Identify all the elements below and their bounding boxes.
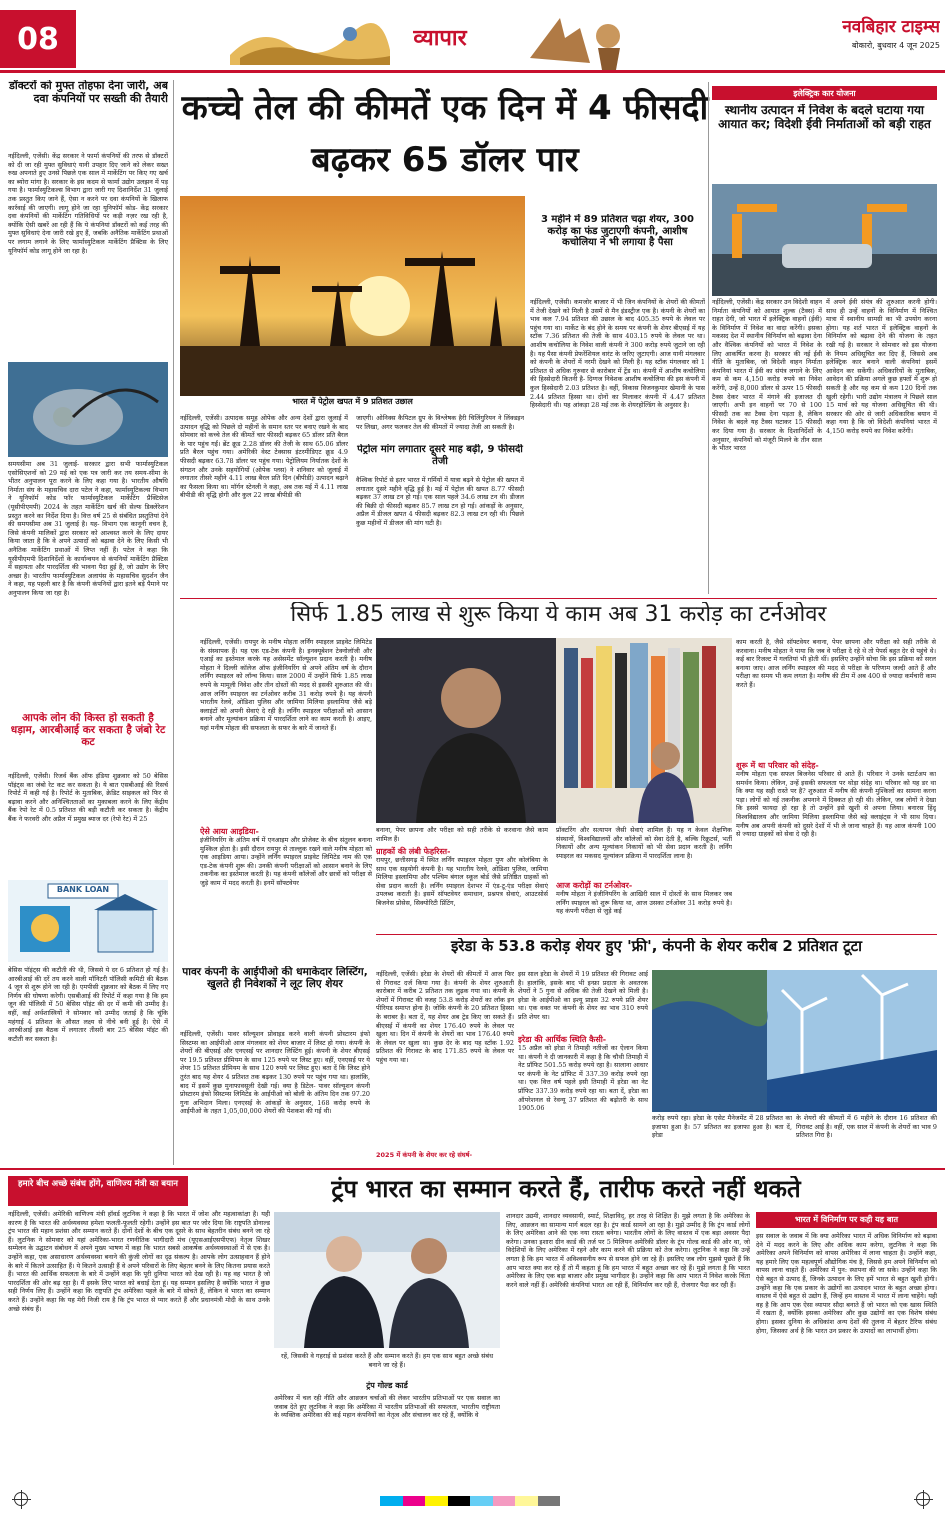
power-body: नईदिल्ली, एजेंसी। पावर सॉल्यूशन प्रोवाइड करने वाली कंपनी प्रोस्टारम इंफो सिस्टम्स का आईपीओ आज मंगलवार को शेयर बाजार में लिस्ट हो गया। कंपनी के शेयरों की बीएसई और एनएसई पर शानदार लिस्टिंग हुई। कंपनी के शेयर बीएसई पर 19.5 प्रतिशत प्रीमियम के साथ 125 रुपये पर लिस्ट हुए। वहीं, एनएसई पर ये शेयर 15 प्रतिशत प्रीमियम के साथ 120 रुपये पर लिस्ट हुए। बता दें कि लिस्ट होने तुरंत बाद यह शेयर 4 प्रतिशत तक बढ़कर 130 रुपये पर पहुंच गया था। हालांकि, बाद में इसमें कुछ मुनाफावसूली देखी गई। क्या है डिटेल- पावर सॉल्यूशन कंपनी प्रोस्टारम इंफो सिस्टम्स लिमिटेड के आईपीओ को बोली के अंतिम दिन तक 97.20 गुना अभिदान मिला। एनएसई के आंकड़ों के अनुसार, 168 करोड़ रुपये के आईपीओ के तहत 1,05,00,000 शेयरों की पेशकश की गई थी। <box>180 1030 370 1116</box>
oil-photo-caption: भारत में पेट्रोल खपत में 9 प्रतिशत उछाल <box>180 396 525 410</box>
startup-body-8: मनीष मोहता एक सफल बिजनेस परिवार से आते हैं। परिवार ने उनके स्टार्टअप का समर्थन किया। लेकिन, उन्हें इसकी सफलता पर थोड़ा संदेह था। परिवार को यह डर था कि क्या यह सही रास्ते पर है? शुरुआत में मनीष की कंपनी मुश्किलों का सामना करना पड़ा। लोगों को नई तकनीक अपनाने में दिक्कत हो रही थी। लेकिन, जब लोगों ने देखा कि इससे फायदा हो रहा है तो उन्होंने इसे खुशी से अपना लिया। बनारस हिंदू विश्वविद्यालय और जामिया मिलिया इस्लामिया जैसे बड़े क्लाइंट्स ने भी साथ दिया। मनीष अब अपनी कंपनी को दुसरे देशों में भी ले जाना चाहते हैं। यह आज कंपनी 100 से ज्यादा ग्राहकों को सेवा दे रही है। <box>736 770 936 839</box>
trump-kicker: हमारे बीच अच्छे संबंध होंगे, वाणिज्य मंत्री का बयान <box>8 1176 188 1206</box>
trump-body-3: शानदार उद्यमी, शानदार व्यवसायी, स्मार्ट, शिक्षाविद्, हर तरह से शिक्षित हैं। मुझे लगता है कि अमेरिका के लिए, आव्रजन का सामान्य मार्ग बदल रहा है। ट्रंप कार्ड सामने आ रहा है। मुझे उम्मीद है कि ट्रंप कार्ड लोगों के लिए अमेरिका आने की एक नया रास्ता बनेगा। भारतीय लोगों के लिए वास्तव में एक बड़ा अवसर पैदा करेगा। उनका इशारा ग्रीन कार्ड की तर्ज पर 5 मिलियन अमेरिकी डॉलर के ट्रंप गोल्ड कार्ड की ओर था, जो विदेशियों के लिए अमेरिका में रहने और काम करने की प्रक्रिया को तेज करेगा। लुटनिक ने कहा कि उन्हें लगता है कि हम भारत में अविश्वसनीय रूप से सफल होने जा रहे हैं। इसलिए जब लोग मुझसे पूछते हैं कि आप भारत क्या कर रहे हैं तो मैं कहता हूं कि हम भारत में बहुत अच्छा कर रहे हैं। मुझे लगता है कि भारत अमेरिका के लिए एक बड़ा बाजार और प्रमुख भागीदार है। उन्होंने कहा कि आप भारत में निवेश करके चिंता करने वाले नहीं हैं। अमेरिकी कंपनियां भारत आ रही हैं, विनिर्माण कर रही हैं, रोजगार पैदा कर रही हैं। <box>506 1212 750 1289</box>
lead-body-2: जाएगी। ओनिक्स कैपिटल ग्रुप के विश्लेषक हैरी चिलिंगुरियन ने लिंक्डइन पर लिखा, अगर फलकर तेल की कीमतों में ज्यादा तेजी आ सकती है। <box>356 414 524 431</box>
section-rule-trump <box>0 1168 945 1170</box>
ireda-headline: इरेडा के 53.8 करोड़ शेयर हुए 'फ्री', कंपनी के शेयर करीब 2 प्रतिशत टूटा <box>450 938 863 955</box>
section-rule-startup <box>180 598 937 599</box>
ireda-subhead-finance: इरेडा की आर्थिक स्थिति कैसी- <box>518 1035 607 1044</box>
left-body-deadline: समयसीमा अब 31 जुलाई- सरकार द्वारा सभी फार्मास्युटिकल एसोसिएशनों को 29 मई को एक पत्र जारी कर तय समय-सीमा के भीतर अनुपालन पूरा करने के लिए कहा गया है। भारतीय औषधि निर्माता संघ के महासचिव दारा पटेल ने कहा, फार्मास्युटिकल्स विभाग ने यूनिफॉर्म कोड फॉर फार्मास्युटिकल मार्केटिंग प्रैक्टिसेज (यूसीपीएमपी) 2024 के तहत मार्केटिंग खर्च की सेल्फ डिक्लेरेशन प्रस्तुत करने का निर्देश दिया है। वित्त वर्ष 25 से संबंधित प्रस्तुतियां देने की समयसीमा अब 31 जुलाई है। यह- विभाग एक कानूनी वचन है, जिसे कंपनी मालिकों द्वारा सरकार को आश्वस्त करने के लिए दायर किया जाता है कि वे अपने उत्पादों को बढ़ावा देने के लिए किसी भी अनैतिक मार्केटिंग प्रथाओं में लिप्त नहीं हैं। पटेल ने कहा कि यूसीपीएमपी दिशानिर्देशों के कार्यान्वयन से कंपनियों मार्केटिंग प्रैक्टिस में सहायता और पारदर्शिता की भावना पैदा हुई है, जो उद्योग के लिए अच्छा है। भारतीय फार्मास्युटिकल अलायंस के महासचिव सुदर्शन जैन ने कहा, यह पहली बार है कि कंपनी कंपनियों द्वारा इतने बड़े पैमाने पर अनुपालन किया जा रहा है। <box>8 460 168 597</box>
bank-loan-illustration <box>8 880 168 962</box>
startup-body-6: मनीष मोहता ने इंजीनियरिंग के आखिरी साल में दोस्तों के साथ मिलकर जब लर्निंग स्पाइरल को शुरू किया था, आज उसका टर्नओवर 31 करोड़ रुपये है। यह कंपनी परीक्षा से जुड़े कई <box>556 890 732 916</box>
dateline: बोकारो, बुधवार 4 जून 2025 <box>851 41 940 50</box>
ireda-subhead-2025: 2025 में कंपनी के शेयर कर रहे संघर्ष- <box>376 1151 473 1159</box>
startup-subhead-idea: ऐसे आया आइडिया- <box>200 827 259 836</box>
ireda-body-1: नईदिल्ली, एजेंसी। इरेडा के शेयरों की कीमतों में आज फिर से गिरावट दर्ज किया गया है। कंपनी के शेयर शुरुआती कारोबार में करीब 2 प्रतिशत तक लुढ़क गया था। कंपनी के शेयरों में गिरावट की वजह 53.8 करोड़ शेयरों का लॉक इन पीरियड समाप्त होना है। जोकि कंपनी के 20 प्रतिशत हिस्सा के बराबर है। बता दें, यह शेयर अब ट्रेड किए जा सकते हैं। बीएसई में कंपनी का शेयर 176.40 रुपये के लेवल पर खुला था। दिन में कंपनी के शेयरों का भाव 176.40 रुपये के लेवल पर खुला था। कुछ देर के बाद यह स्टॉक 1.92 प्रतिशत की गिरावट के बाद 171.85 रुपये के लेवल पर पहुंच गया था। <box>376 970 514 1064</box>
trump-body-1: नईदिल्ली, एजेंसी। अमेरिकी वाणिज्य मंत्री हॉवर्ड लुटनिक ने कहा है कि भारत में जोश और महत्वाकांक्षा है। यही कारण है कि भारत की अर्थव्यवस्था हमेशा फलती-फूलती रहेगी। उन्होंने इस बात पर जोर दिया कि राष्ट्रपति डोनाल्ड ट्रंप भारत की महान प्रशंसा और सम्मान करते हैं। दोनों देशों के बीच एक दूसरे के साथ बेहतरीन संबंध बनने जा रहे हैं। लुटनिक ने सोमवार को यहां अमेरिका-भारत रणनीतिक भागीदारी मंच (यूएसआईएसपीएफ) नेतृत्व शिखर सम्मेलन के उद्घाटन संबोधन में अपने मुख्य भाषण में कहा कि भारत सबसे आकर्षक अर्थव्यवस्थाओं में से एक है। उन्होंने कहा, एक असाधारण अर्थव्यवस्था बनाने की कुंजी लोगों का दृढ़ संकल्प है। आपके लोग उत्साहवान हैं होने के बारे में कितने उत्साहित हैं। ये कितने उत्साही हैं वे अपने परिवारों के लिए बेहतर बनने के लिए कितना प्रयास करते हैं। भारत की आर्थिक सफलता के बारे में उन्होंने कहा कि पूरी दुनिया भारत को देख रही है। यह वह भारत है जो पारदर्शिता की ओर बढ़ रहा है। मैं इसके लिए भारत को बधाई देता हूं। यह सम्मान इसलिए है क्योंकि भारत ने कुछ सही निर्णय लिए हैं। उन्होंने कहा कि राष्ट्रपति ट्रंप अमेरिका पहले के बारे में सोचते हैं, लेकिन वे भारत का सम्मान करते हैं। उन्होंने कहा कि यह मेरी निजी राय है कि ट्रंप भारत से प्यार करते हैं और प्रधानमंत्री मोदी के साथ उनके अच्छे संबंध हैं। <box>8 1210 270 1313</box>
lead-body-3: वैश्विक रिपोर्ट से इतर भारत में गर्मियों में यात्रा बढ़ने से पेट्रोल की खपत में लगातार दूसरे महीने वृद्धि हुई है। मई में पेट्रोल की खपत 8.77 फीसदी बढ़कर 37 लाख टन हो गई। एक साल पहले 34.6 लाख टन थी। डीजल की बिक्री दो फीसदी बढ़कर 85.7 लाख टन हो गई। आंकड़ों के अनुसार, अप्रैल में डीजल खपत 4 फीसदी बढ़कर 82.3 लाख टन रही थी। पिछले कुछ महीनों में डीजल की मांग घटी है। <box>356 476 524 527</box>
bank-loan-label: BANK LOAN <box>56 885 110 894</box>
masthead-ornament <box>230 20 390 65</box>
mid-body: नईदिल्ली, एजेंसी। कमजोर बाजार में भी जिन कंपनियों के शेयरों की कीमतों में तेजी देखने को मिली है उसमें से मैन इंडस्ट्रीज एक है। कंपनी के शेयरों का भाव कल 7.94 प्रतिशत की उछाल के बाद 405.35 रुपये के लेवल पर पहुंच गया था। मार्केट के बंद होने के समय पर कंपनी के शेयर बीएसई में यह स्टॉक 7.36 प्रतिशत की तेजी के साथ 403.15 रुपये के लेवल पर था। आशीष कचोलिया के निवेश वाली कंपनी ने 300 करोड़ रुपये जुटाने जा रही है। यह पैसा कंपनी प्रेफरेंशियल वारंट के जरिए जुटाएगी। आज यानी मंगलवार को कंपनी के शेयरों में नरमी देखने को मिली है। यह स्टॉक मंगलवार को 1 प्रतिशत से अधिक गुरुवार से कारोबार में ट्रेंड था। कंपनी में आशीष कचोलिया की हिस्सेदारी कितनी है- दिग्गज निवेशक आशीष कचोलिया की इस कंपनी में कुल हिस्सेदारी 2.03 प्रतिशत है। वहीं, विकास विजनकुमार खेमानी के पास 2.44 प्रतिशत हिस्सा था। दोनों का मिलाकर कंपनी में 4.47 प्रतिशत हिस्सेदारी थी। यह आंकड़ा 28 मई तक के शेयरहोल्डिंग के अनुसार है। <box>530 298 705 410</box>
oil-rig-photo <box>180 196 525 396</box>
section-rule-ireda <box>376 934 937 935</box>
stethoscope-photo <box>8 362 168 457</box>
startup-body-1: नईदिल्ली, एजेंसी। रायपुर के मनीष मोहता लर्निंग स्पाइरल प्राइवेट लिमिटेड के संस्थापक हैं। यह एक एड-टेक कंपनी है। इनक्यूबेशन टेक्नोलॉजी और एआई का इस्तेमाल करके यह असेसमेंट सॉल्यूशन प्रदान करती है। मनीष मोहता ने दिल्ली कॉलेज ऑफ इंजीनियरिंग से अपने अंतिम वर्ष के दौरान लर्निंग स्पाइरल को लॉन्च किया। साल 2000 में उन्होंने सिर्फ 1.85 लाख रुपये के मामूली निवेश और तीन दोस्तों की मदद से इसकी शुरुआत की थी। आज लर्निंग स्पाइरल का टर्नओवर करीब 31 करोड़ रुपये है। यह कंपनी भारतीय रेलवे, ओडिशा पुलिस और जामिया मिलिया इस्लामिया जैसे बड़े क्लाइंटों को अपनी सेवाएं दे रही है। लर्निंग स्पाइरल परीक्षाओं को आसान बनाने और मूल्यांकन प्रक्रिया में पारदर्शिता लाने का काम करती है। आइए, यहां मनीष मोहता की सफलता के सफर के बारे में जानते हैं। <box>200 638 372 732</box>
trump-headline: ट्रंप भारत का सम्मान करते हैं, तारीफ करते नहीं थकते <box>331 1176 801 1203</box>
left-body-loan: नईदिल्ली, एजेंसी। रिजर्व बैंक ऑफ इंडिया शुक्रवार को 50 बेसिस पॉइंट्स का जंबो रेट कट कर सकता है। ये बात एसबीआई की रिसर्च रिपोर्ट में कही गई है। रिपोर्ट के मुताबिक, क्रेडिट साइकल को फिर से बढ़ावा करने और अनिश्चितताओं का मुकाबला करने के लिए केंद्रीय बैंक रेपो रेट में 0.5 प्रतिशत की बड़ी कटौती कर सकता है। केंद्रीय बैंक ने फरवरी और अप्रैल में प्रमुख ब्याज दर (रेपो रेट) में 25 <box>8 772 168 823</box>
startup-body-2: इंजीनियरिंग के अंतिम वर्ष में एनआइम और प्रोजेक्ट के बीच संतुलन बनाना मुश्किल होता है। इसी दौरान रायपुर से ताल्लुक रखने वाले मनीष मोहता को एक आइडिया आया। उन्होंने लर्निंग स्पाइरल प्राइवेट लिमिटेड नाम की एक एड-टेक कंपनी शुरू की। उनकी कंपनी परीक्षाओं को आसान बनाने के लिए तकनीक का इस्तेमाल करती है। यह कंपनी कॉलेजों और छात्रों को परीक्षा से जुड़े काम में मदद करती है। इनमें सॉफ्टवेयर <box>200 836 372 887</box>
power-headline: पावर कंपनी के आईपीओ की धमाकेदार लिस्टिंग, खुलते ही निवेशकों ने लूट लिए शेयर <box>182 966 368 991</box>
startup-subhead-clients: ग्राहकों की लंबी फेहरिस्त- <box>376 847 451 856</box>
trump-photo-caption: रहें, जिसकी वे गहराई से प्रशंसा करते हैं और सम्मान करते हैं। हम एक साथ बहुत अच्छे संबंध बनाने जा रहे हैं। <box>280 1352 494 1369</box>
left-headline-doctors: डॉक्टरों को मुफ्त तोहफा देना जारी, अब दवा कंपनियों पर सख्ती की तैयारी <box>9 80 168 105</box>
masthead-figure-ornament <box>520 8 640 70</box>
ev-factory-photo <box>712 184 937 296</box>
ev-body-1: नईदिल्ली, एजेंसी। केंद्र सरकार उन विदेशी वाहन निर्माता कंपनियों को आयात शुल्क (टैक्स) में राहत देगी, जो भारत में इलेक्ट्रिक वाहनों (ईवी) के विनिर्माण में निवेश का वादा करेंगी। इसका मकसद देश में स्थानीय विनिर्माण को बढ़ावा देना और वैश्विक कंपनियों को भारत में निवेश के लिए आकर्षित करना है। सरकार की नई ईवी नीति के मुताबिक, जो विदेशी वाहन निर्माता कंपनियां भारत में ईवी का संयंत्र लगाने के लिए कम से कम 4,150 करोड़ रुपये का निवेश करेंगी, उन्हें 8,000 डॉलर से ऊपर 15 फीसदी टैक्स देकर भारत में मंगाने की इजाजत दी जाएगी। अभी इन वाहनों पर 70 से 100 फीसदी तक का टैक्स देना पड़ता है, लेकिन निवेश के बदले यह टैक्स घटाकर 15 फीसदी कर दिया गया है। सरकार के दिशानिर्देशों के अनुसार, कंपनियों को मंजूरी मिलने के तीन साल के भीतर भारत <box>712 298 822 453</box>
page-number: 08 <box>0 10 76 68</box>
registration-mark-right <box>916 1492 930 1506</box>
ev-kicker: इलेक्ट्रिक कार योजना <box>712 86 937 100</box>
color-calibration-bar <box>380 1496 560 1506</box>
ev-headline: स्थानीय उत्पादन में निवेश के बदले घटाया गया आयात कर; विदेशी ईवी निर्माताओं को बड़ी राहत <box>718 104 931 131</box>
brand-name: नवबिहार टाइम्स <box>842 17 940 36</box>
ireda-body-4: करोड़ रुपये रहा। इरेडा के एसेट मैनेजमेंट में 28 प्रतिशत का इजाफा हुआ है। 57 प्रतिशत का इजाफा हुआ है। बता दें, इरेडा <box>652 1114 792 1140</box>
mid-headline: 3 महीने में 89 प्रतिशत चढ़ा शेयर, 300 करोड़ का फंड जुटाएगी कंपनी, आशीष कचोलिया ने भी लगाया है पैसा <box>540 214 695 248</box>
left-headline-loan: आपके लोन की किस्त हो सकती है धड़ाम, आरबीआई कर सकता है जंबो रेट कट <box>10 712 166 749</box>
left-body-doctors: नईदिल्ली, एजेंसी। केंद्र सरकार ने फार्मा कंपनियों की तरफ से डॉक्टरों को दी जा रही मुफ्त सुविधाएं यानी उपहार दिए जाने को लेकर सख्त रुख अपनाते हुए उनसे पिछले एक साल में मार्केटिंग पर किए गए खर्च का ब्योरा मांगा है। सरकार के इस कदम से फार्मा उद्योग उलझन में पड़ गया है। फार्मास्युटिकल्स विभाग द्वारा जारी गए दिशानिर्देश 31 जुलाई तक प्रस्तुत किए जाने हैं, ऐसा न करने पर दवा कंपनियों के खिलाफ कार्रवाई की जाएगी। लागू होने जा रहा यूनिफॉर्म कोड- केंद्र सरकार दवा कंपनियों की मार्केटिंग गतिविधियों पर कड़ी नज़र रख रही है, क्योंकि ऐसी खबरें आ रही हैं कि ये कंपनियां डॉक्टरों को कई तरह की मुफ्त सुविधाएं देना जारी रखे हुए हैं, जबकि अनैतिक मार्केटिंग प्रथाओं पर लगाम लगाने के लिए फार्मास्युटिकल मार्केटिंग प्रैक्टिस के लिए यूनिफॉर्म कोड लागू होने जा रहा है। <box>8 152 168 255</box>
masthead-rule <box>0 70 945 73</box>
section-title: व्यापार <box>413 26 467 51</box>
trump-side-body: इस सवाल के जवाब में कि क्या अमेरिका भारत में अधिक विनिर्माण को बढ़ावा देने में मदद करने के लिए और अधिक काम करेगा, लुटनिक ने कहा कि अमेरिका अपने विनिर्माण को वापस अमेरिका में लाना चाहता है। उन्होंने कहा, यह हमारे लिए एक महत्वपूर्ण औद्योगिक मंच है, जिससे हम अपने विनिर्माण को वापस लाना चाहते हैं। अमेरिका में पुन: स्थापना की जा सके। उन्होंने कहा कि ऐसे बहुत से उत्पाद हैं, जिनके उत्पादन के लिए हमें भारत से बहुत खुशी होगी। उन्होंने कहा कि एक प्रकार के उद्योगों का उत्पादन भारत के बहुत अच्छा होगा। वास्तव में ऐसे बहुत से उद्योग हैं, जिन्हें हम वास्तव में भारत में लाना चाहेंगे। यही वह है कि आप एक ऐसा व्यापार सौदा बनाते हैं जो भारत को एक खास स्थिति में रखता है, क्योंकि इसका अमेरिका और कुछ उद्योगों का एक विशेष संबंध होगा। इसका दुनिया के अधिकांश अन्य देशों की तुलना में बेहतर टैरिफ संबंध होगा, जिसका अर्थ है कि भारत उन प्रकार के उत्पादों का लाभार्थी होगा। <box>756 1232 937 1335</box>
ireda-body-3: 15 अप्रैल को इरेडा ने तिमाही नतीजों का ऐलान किया था। कंपनी ने दी जानकारी में कहा है कि चौथी तिमाही में नेट प्रॉफिट 501.55 करोड़ रुपये रहा है। सालाना आधार पर कंपनी के नेट प्रॉफिट में 337.39 करोड़ रुपये रहा था। एक वित्त वर्ष पहले इसी तिमाही में इरेडा का नेट प्रॉफिट 337.39 करोड़ रुपये रहा था। बता दें, इरेडा का ऑपरेशनल से रेवन्यू 37 प्रतिशत की बढ़ोतरी के साथ 1905.06 <box>518 1044 648 1113</box>
lead-body-1: नईदिल्ली, एजेंसी। उत्पादक समूह ओपेक और अन्य देशों द्वारा जुलाई में उत्पादन वृद्धि को पिछले दो महीनों के समान स्तर पर बनाए रखने के बाद सोमवार को कच्चे तेल की कीमतें चार फीसदी बढ़कर 65 डॉलर प्रति बैरल के पार पहुंच गईं। ब्रेंट क्रूड 2.28 डॉलर की तेजी के साथ 65.06 डॉलर प्रति बैरल पहुंच गया। अमेरिकी वेस्ट टेक्सास इंटरमीडिएट क्रूड 4.9 फीसदी बढ़कर 63.78 डॉलर पर पहुंच गया। पेट्रोलियम निर्यातक देशों के संगठन और उनके सहयोगियों (ओपेक प्लस) ने शनिवार को जुलाई में लगातार तीसरे महीने 4.11 लाख बैरल प्रति दिन (बीपीडी) उत्पादन बढ़ाने का फैसला किया था। मॉर्गन स्टेनली ने कहा, अब तक मई में 4.11 लाख बीपीडी की वृद्धि होगी और कुल 22 लाख बीपीडी की <box>180 414 348 500</box>
left-body-rate-cut: बेसिस पॉइंट्स की कटौती की थी, जिससे ये दर 6 प्रतिशत हो गई है। आरबीआई की दरें तय करने वाली मॉनिटरी पॉलिसी कमिटी की बैठक 4 जून से शुरू होने जा रही है। एमपीसी शुक्रवार को बैठक में लिए गए निर्णय की घोषणा करेगी। एसबीआई की रिपोर्ट में कहा गया है कि हम जून की पॉलिसी में 50 बेसिस पॉइंट की दर में कमी की उम्मीद है। वहीं, कई अर्थशास्त्रियों ने सोमवार को उम्मीद जताई है कि चूंकि महंगाई 4 प्रतिशत के औसत लक्ष्य से नीचे बनी हुई है। ऐसे में आरबीआई इस बैठक में लगातार तीसरी बार 25 बेसिस पॉइंट की कटौती कर सकता है। <box>8 966 168 1043</box>
startup-subhead-family: शुरू में था परिवार को संदेह- <box>736 761 819 770</box>
trump-side-kicker: भारत में विनिर्माण पर कही यह बात <box>756 1212 937 1228</box>
startup-subhead-turnover: आज करोड़ों का टर्नओवर- <box>556 881 633 890</box>
trump-officials-photo <box>274 1212 500 1348</box>
trump-body-2: अमेरिका में चल रही नीति और आव्रजन चर्चाओं की लेकर भारतीय प्रतिभाओं पर एक सवाल का जवाब देते हुए लुटनिक ने कहा कि अमेरिका में भारतीय प्रतिभाओं की सफलता, भारतीय राष्ट्रीयता के व्यक्तिक अमेरिका की कई महान कंपनियों का नेतृत्व और संचालन कर रहे हैं, क्योंकि वे <box>274 1394 500 1420</box>
founder-photo <box>376 638 732 823</box>
startup-body-4: रायपुर, छत्तीसगढ़ में स्थित लर्निंग स्पाइरल मोहता पुण और कोलंबिया के साथ एक सहयोगी कंपनी है। यह भारतीय रेलवे, ओडिशा पुलिस, जामिया मिलिया इस्लामिया और पश्चिम बंगाल स्कूल बोर्ड जैसे प्रतिष्ठित ग्राहकों को सेवा प्रदान करती है। लर्निंग स्पाइरल देशभर में एंड-टू-एंड परीक्षा सेवाएं उपलब्ध कराती है। इसमें सॉफ्टवेयर समाधान, प्रश्नपत्र सेवाएं, आउटसोर्स बिजनेस प्रोसेस, सिक्योरिटी प्रिंटिंग, <box>376 856 548 907</box>
ireda-body-2: इस साल इरेडा के शेयरों में 19 प्रतिशत की गिरावट आई है। हालांकि, इसके बाद भी इन्फ्रा प्रदाता के अवतरक शेयरों ने 5 गुना से अधिक की तेजी देखने को मिली है। इरेडा के आईपीओ का इश्यू प्राइस 32 रुपये प्रति शेयर था। एक वक्त पर कंपनी के शेयर का भाव 310 रुपये प्रति शेयर था। <box>518 970 648 1021</box>
startup-body-7: काम करती है, जैसे सॉफ्टवेयर बनाना, पेपर छापना और परीक्षा को सही तरीके से करवाना। मनीष मोहता ने पाया कि जब वे परीक्षा दे रहे थे तो पेपर्स बहुत देर से पहुंचे थे। कई बार रिजल्ट में गलतियां भी होती थीं। इसलिए उन्होंने सोचा कि इस प्रक्रिया को सरल बनाया जाए। आज लर्निंग स्पाइरल की मदद से परीक्षा के परिणाम जल्दी आते हैं और परीक्षा का समय भी कम लगता है। मनीष की टीम में अब 400 से ज्यादा कर्मचारी काम करते हैं। <box>736 638 936 689</box>
left-column-rule <box>173 80 174 1165</box>
startup-body-5: प्रॉक्टरिंग और सत्यापन जैसी सेवाएं शामिल हैं। यह न केवल शैक्षणिक संस्थानों, विश्वविद्यालयों और कॉलेजों को सेवा देती है, बल्कि रिक्रूटर्स, भर्ती निकायों और अन्य मूल्यांकन निकायों को भी सेवा प्रदान करती है। लर्निंग स्पाइरल का मकसद मूल्यांकन प्रक्रिया में पारदर्शिता लाना है। <box>556 826 732 860</box>
startup-headline: सिर्फ 1.85 लाख से शुरू किया ये काम अब 31 करोड़ का टर्नओवर <box>290 602 827 627</box>
ev-body-2: में अपने ईवी संयंत्र की शुरुआत करनी होगी। साथ ही उन्हें वाहनों के विनिर्माण में निश्चित मात्रा में स्थानीय सामग्री का भी उपयोग करना होगा। यह शर्त भारत में इलेक्ट्रिक वाहनों के विनिर्माण को बढ़ावा देने की योजना के तहत रखी गई है। सरकार ने सोमवार को इस योजना के नियम अधिसूचित कर दिए हैं, जिससे अब इलेक्ट्रिक कार बनाने वाली कंपनियां इसमें आवेदन कर सकेंगी। अधिकारियों के मुताबिक, आवेदन की प्रक्रिया अगले कुछ हफ्तों में शुरू हो सकती है और यह कम से कम 120 दिनों तक खुली रहेगी। भारी उद्योग मंत्रालय ने पिछले साल 15 मार्च को यह योजना अधिसूचित की थी। सरकार की ओर से जारी अधिकारिक बयान में कहा गया है कि जो विदेशी कंपनियां भारत में 4,150 करोड़ रुपये का निवेश करेंगी। <box>826 298 937 435</box>
startup-body-3: बनाना, पेपर छापना और परीक्षा को सही तरीके से करवाना जैसे काम शामिल हैं। <box>376 826 548 843</box>
ireda-energy-photo <box>652 970 937 1112</box>
trump-subhead-gold-card: ट्रंप गोल्ड कार्ड <box>366 1381 408 1390</box>
lead-subhead-petrol: पेट्रोल मांग लगातार दूसरे माह बढ़ी, 9 फीसदी तेजी <box>357 444 523 467</box>
lead-headline: कच्चे तेल की कीमतें एक दिन में 4 फीसदी बढ़कर 65 डॉलर पार <box>181 88 709 180</box>
registration-mark-left <box>14 1492 28 1506</box>
ireda-body-5: के शेयरों की कीमतों में 6 महीने के दौरान 16 प्रतिशत की गिरावट आई है। वहीं, एक साल में कंपनी के शेयरों का भाव 9 प्रतिशत गिरा है। <box>796 1114 937 1140</box>
mid-column-rule <box>708 82 709 594</box>
